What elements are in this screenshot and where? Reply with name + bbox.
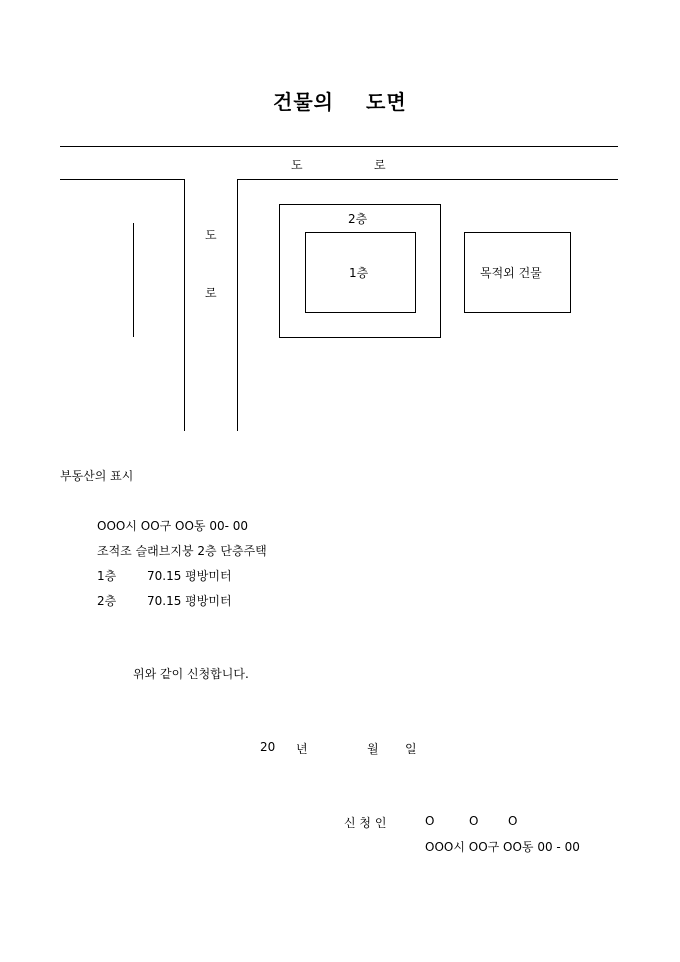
document-title-part1: 건물의 xyxy=(273,90,334,114)
road-bottom-edge-left xyxy=(60,179,184,180)
applicant-address: OOO시 OO구 OO동 00 - 00 xyxy=(425,840,580,854)
application-statement: 위와 같이 신청합니다. xyxy=(133,667,249,681)
applicant-label: 신 청 인 xyxy=(344,816,387,830)
road-vertical-label-1: 도 xyxy=(205,228,217,242)
document-title-part2: 도면 xyxy=(366,90,407,114)
floor2-label: 2층 xyxy=(348,212,368,226)
date-month-unit: 월 xyxy=(367,742,379,756)
floor1-label: 1층 xyxy=(349,266,369,280)
date-year-unit: 년 xyxy=(296,742,308,756)
other-building-label: 목적외 건물 xyxy=(480,266,542,280)
date-day-unit: 일 xyxy=(405,742,417,756)
road-vertical-right-edge xyxy=(237,179,238,431)
applicant-name-char-2: O xyxy=(469,814,479,828)
floor-row-2-floor: 2층 xyxy=(97,594,117,608)
floor-row-2-area: 70.15 평방미터 xyxy=(147,594,232,608)
floor-row-1-floor: 1층 xyxy=(97,569,117,583)
property-structure: 조적조 슬래브지붕 2층 단층주택 xyxy=(97,544,267,558)
road-vertical-label-2: 로 xyxy=(205,286,217,300)
road-horizontal-label-2: 로 xyxy=(374,158,386,172)
road-top-edge xyxy=(60,146,618,147)
property-address: OOO시 OO구 OO동 00- 00 xyxy=(97,519,249,533)
applicant-name-char-3: O xyxy=(508,814,518,828)
road-horizontal-label-1: 도 xyxy=(291,158,303,172)
road-vertical-left-edge xyxy=(184,179,185,431)
floor-row-1-area: 70.15 평방미터 xyxy=(147,569,232,583)
property-heading: 부동산의 표시 xyxy=(60,469,134,483)
date-year-prefix: 20 xyxy=(260,740,276,754)
boundary-line xyxy=(133,223,134,337)
applicant-name-char-1: O xyxy=(425,814,435,828)
road-bottom-edge-right xyxy=(237,179,618,180)
